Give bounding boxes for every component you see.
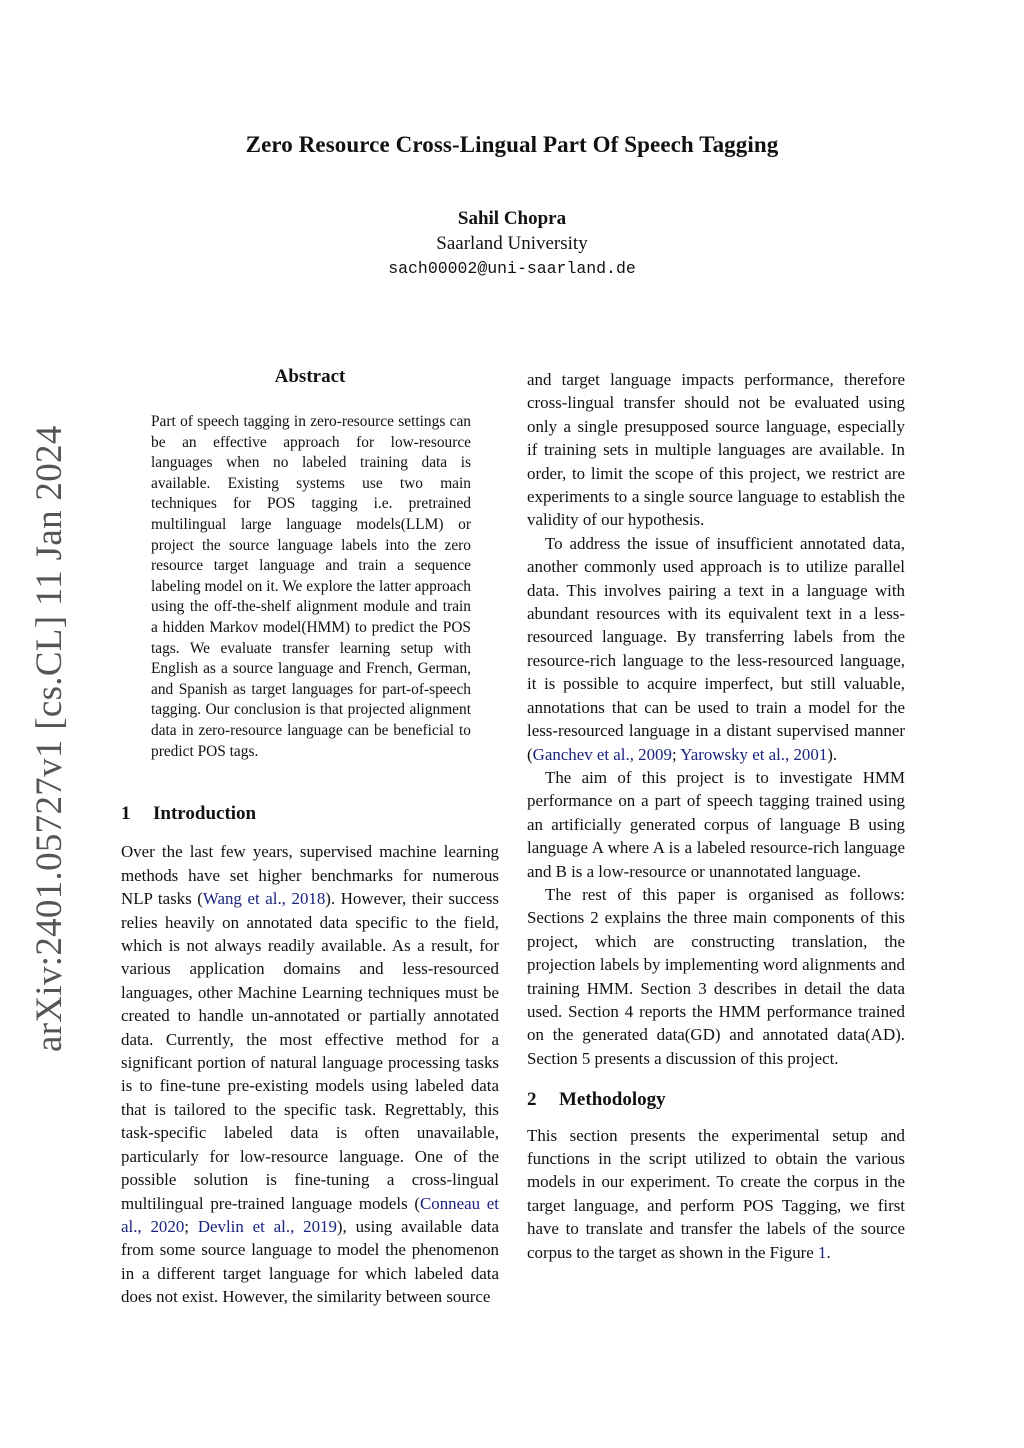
right-paragraph-4: The rest of this paper is organised as follows: Sections 2 explains the three main components of this project, which are constructing translation, the projection labels by implementing word alignments and training HMM. Section 3 describes in detail the data used. Section 4 reports the HMM performance trained on the generated data(GD) and annotated data(AD). Section 5 presents a discussion of this project.	[527, 884, 905, 1068]
figure-1-ref[interactable]: 1	[818, 1242, 827, 1262]
cite-devlin[interactable]	[198, 1217, 337, 1236]
intro-paragraph	[121, 840, 499, 1308]
cite-sep: ,	[290, 1216, 304, 1236]
right-text-5a: This section presents the experimental setup and functions in the script utilized to obtain the various models in our experiment. To create the corpus in the target language, and perform POS Tagging, we first have to translate and transfer the labels of the source corpus to the target as shown in the Figure	[527, 1125, 905, 1262]
intro-text-2: ). However, their success relies heavily on annotated data specific to the field, which is not always readily available. As a result, for various application domains and less-resourced languages, other Machine Learning techniques must be created to handle un-annotated or partially annotated data. Currently, the most effective method for a significant portion of natural language processing tasks is to fine-tune pre-existing models using labeled data that is tailored to the specific task. Regrettably, this task-specific labeled data is often unavailable, particularly for low-resource language. One of the possible solution is fine-tuning a cross-lingual multilingual pre-trained language models (	[121, 889, 499, 1213]
cite-ganchev-author: Ganchev et al.	[532, 744, 630, 764]
cite-ganchev[interactable]	[533, 745, 672, 764]
right-text-2b: ).	[827, 744, 838, 764]
arxiv-identifier: arXiv:2401.05727v1 [cs.CL] 11 Jan 2024	[29, 425, 70, 1052]
right-paragraph-3: The aim of this project is to investigate HMM performance on a part of speech tagging trained using an artificially generated corpus of language B using language A where A is a labeled resource-rich language and B is a low-resource or unannotated language.	[527, 767, 905, 881]
cite-yarowsky-year: 2001	[793, 744, 828, 764]
cite-ganchev-year: 2009	[638, 744, 672, 764]
cite-devlin-author: Devlin et al.	[197, 1216, 291, 1236]
section-2-title: Methodology	[559, 1089, 666, 1111]
left-column	[121, 802, 499, 1309]
abstract-heading: Abstract	[274, 366, 346, 387]
right-column	[527, 368, 905, 1264]
right-paragraph-1: and target language impacts performance, therefore cross-lingual transfer should not be evaluated using only a single presupposed source language, especially if training sets in multiple languages are available. In order, to limit the scope of this project, we restrict are experiments to a single source language to establish the validity of our hypothesis.	[527, 370, 905, 530]
cite-sep: ,	[629, 744, 639, 764]
right-text-5b: .	[826, 1242, 831, 1262]
right-paragraph-2	[527, 532, 905, 766]
cite-yarowsky-author: Yarowsky et al.	[680, 744, 786, 764]
cite-wang[interactable]	[203, 889, 325, 908]
section-2-number: 2	[527, 1089, 537, 1111]
intro-text-3: ), using available data from some source language to model the phenomenon in a different target language for which labeled data does not exist. However, the similarity between source	[121, 1216, 499, 1307]
cite-yarowsky[interactable]	[680, 745, 827, 764]
right-paragraph-5	[527, 1124, 905, 1264]
section-1-heading	[121, 802, 499, 825]
cite-wang-author: Wang et al.	[202, 889, 282, 909]
author-affiliation: Saarland University	[436, 233, 588, 254]
cite-sep: ,	[137, 1216, 151, 1236]
author-email[interactable]: sach00002@uni-saarland.de	[388, 259, 636, 278]
section-2-heading	[527, 1088, 905, 1111]
author-name: Sahil Chopra	[457, 208, 567, 229]
cite-sep: ;	[184, 1216, 198, 1236]
section-1-title: Introduction	[153, 803, 257, 824]
cite-conneau-author: Conneau et al.	[121, 1193, 499, 1236]
cite-wang-year: 2018	[291, 889, 326, 909]
cite-sep: ;	[671, 744, 681, 764]
paper-title: Zero Resource Cross-Lingual Part Of Speech Tagging	[245, 132, 779, 157]
cite-sep: ,	[785, 744, 794, 764]
intro-text-1: Over the last few years, supervised machine learning methods have set higher benchmarks for numerous NLP tasks (	[121, 842, 499, 909]
abstract-text: Part of speech tagging in zero-resource settings can be an effective approach for low-resource languages when no labeled training data is available. Existing systems use two main techniques for POS tagging i.e. pretrained multilingual large language models(LLM) or project the source language labels into the zero resource target language and train a sequence labeling model on it. We explore the latter approach using the off-the-shelf alignment module and train a hidden Markov model(HMM) to predict the POS tags. We evaluate transfer learning setup with English as a source language and French, German, and Spanish as target languages for part-of-speech tagging. Our conclusion is that projected alignment data in zero-resource language can be beneficial to predict POS tags.	[151, 413, 471, 760]
cite-devlin-year: 2019	[303, 1216, 337, 1236]
section-1-number: 1	[121, 803, 131, 824]
cite-sep: ,	[281, 889, 292, 909]
right-text-2a: To address the issue of insufficient annotated data, another commonly used approach is to utilize parallel data. This involves pairing a text in a language with abundant resources with its equivalent text in a less-resourced language. By transferring labels from the resource-rich language to the less-resourced language, it is possible to acquire imperfect, but still valuable, annotations that can be used to train a model for the less-resourced language in a distant supervised manner (	[527, 533, 905, 764]
author-block	[0, 206, 1024, 281]
cite-conneau-year: 2020	[150, 1216, 185, 1236]
